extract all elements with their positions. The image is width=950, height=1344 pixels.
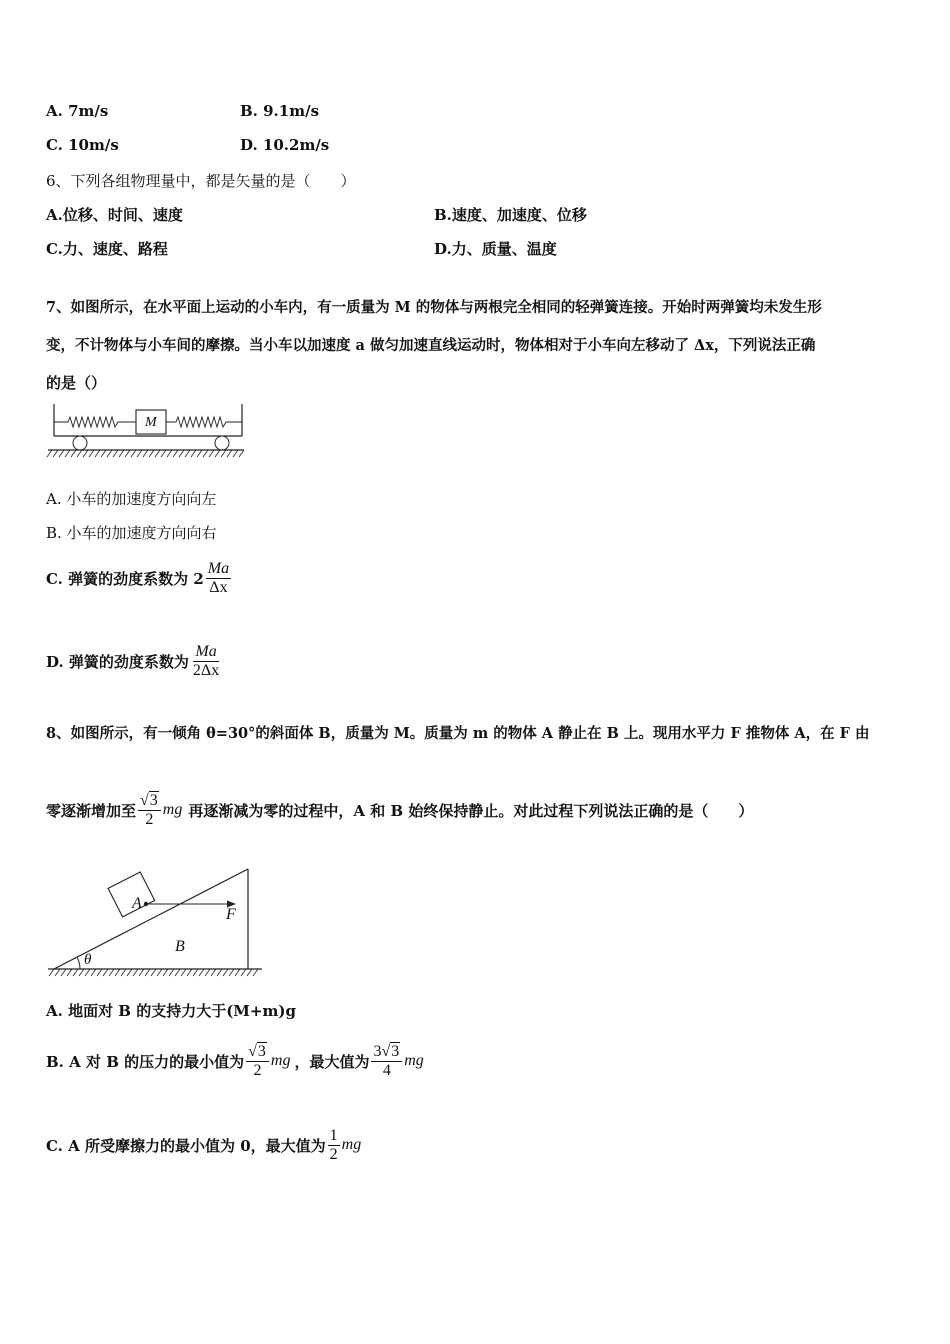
q7-option-b: B. 小车的加速度方向向右 xyxy=(46,524,217,542)
q5-option-a: A. 7m/s xyxy=(46,102,109,120)
q8-stem-radicand: 3 xyxy=(149,791,158,809)
q8-stem-line1: 8、如图所示，有一倾角 θ=30°的斜面体 B，质量为 M。质量为 m 的物体 A 静止在 B 上。现用水平力 F 推物体 A，在 F 由 xyxy=(46,725,870,742)
q7-stem-line3: 的是（） xyxy=(46,374,107,392)
q8-stem-fraction xyxy=(138,792,161,828)
q8-stem-line2 xyxy=(46,784,753,836)
q5-option-c: C. 10m/s xyxy=(46,136,119,154)
q8-option-b-max-denominator: 4 xyxy=(382,1061,391,1079)
q8-option-b-min-numerator: √3 xyxy=(246,1043,269,1062)
q7-option-c xyxy=(46,555,233,601)
q5-option-b: B. 9.1m/s xyxy=(240,102,320,120)
q8-option-b-fraction-max xyxy=(371,1043,402,1079)
q7-option-d xyxy=(46,638,223,684)
q7-cart-figure xyxy=(46,400,246,462)
q8-stem-numerator: √3 xyxy=(138,792,161,811)
q7-block-label: M xyxy=(145,415,157,430)
q8-option-b-text: B. A 对 B 的压力的最小值为 xyxy=(46,1052,245,1071)
q8-option-b-fraction-min xyxy=(246,1043,269,1079)
q6-option-d: D.力、质量、温度 xyxy=(434,240,557,258)
q7-option-c-text: C. 弹簧的劲度系数为 2 xyxy=(46,569,204,588)
q8-option-b-mg-max: mg xyxy=(404,1052,424,1069)
q8-option-a: A. 地面对 B 的支持力大于(M+m)g xyxy=(46,1002,296,1020)
q8-option-b-min-radicand: 3 xyxy=(257,1042,266,1060)
q8-stem-denominator: 2 xyxy=(145,810,154,828)
q7-option-d-numerator: Ma xyxy=(195,642,217,660)
q6-stem: 6、下列各组物理量中，都是矢量的是（ ） xyxy=(46,172,356,190)
q8-stem-mg: mg xyxy=(162,801,183,818)
q8-option-c-mg: mg xyxy=(341,1136,362,1153)
q7-stem-line1: 7、如图所示，在水平面上运动的小车内，有一质量为 M 的物体与两根完全相同的轻弹簧连接。开始时两弹簧均未发生形 xyxy=(46,299,822,316)
q7-option-c-denominator: Δx xyxy=(209,578,228,596)
q8-option-b-max-numerator: 3√3 xyxy=(371,1043,402,1062)
q7-option-c-fraction xyxy=(206,560,231,596)
q8-stem-line2-prefix: 零逐渐增加至 xyxy=(46,801,137,820)
q7-option-a: A. 小车的加速度方向向左 xyxy=(46,490,217,508)
q8-option-c-denominator: 2 xyxy=(329,1145,338,1163)
q8-option-b-mid: ，最大值为 xyxy=(294,1052,370,1071)
q8-force-label: F xyxy=(226,906,236,923)
q8-option-b-max-coefficient: 3 xyxy=(373,1042,382,1060)
q8-option-c xyxy=(46,1118,361,1172)
q8-block-a-label: A xyxy=(132,895,142,912)
q8-option-c-fraction xyxy=(328,1127,340,1163)
q7-stem-line2: 变，不计物体与小车间的摩擦。当小车以加速度 a 做匀加速直线运动时，物体相对于小车向左移动了 Δx，下列说法正确 xyxy=(46,337,816,354)
q8-option-b-max-radicand: 3 xyxy=(391,1042,400,1060)
q8-option-c-text: C. A 所受摩擦力的最小值为 0，最大值为 xyxy=(46,1136,326,1155)
q7-option-d-denominator: 2Δx xyxy=(192,661,220,679)
q6-option-c: C.力、速度、路程 xyxy=(46,240,168,258)
q6-option-b: B.速度、加速度、位移 xyxy=(434,206,587,224)
q5-option-d: D. 10.2m/s xyxy=(240,136,330,154)
q8-stem-line2-suffix: 再逐渐减为零的过程中，A 和 B 始终保持静止。对此过程下列说法正确的是（ ） xyxy=(188,801,754,820)
q7-option-d-text: D. 弹簧的劲度系数为 xyxy=(46,652,189,671)
q8-option-c-numerator: 1 xyxy=(329,1126,338,1144)
q7-option-c-numerator: Ma xyxy=(207,559,230,577)
q8-option-b-min-denominator: 2 xyxy=(253,1061,262,1079)
q6-option-a: A.位移、时间、速度 xyxy=(46,206,183,224)
q7-option-d-fraction xyxy=(191,643,221,679)
q8-option-b-mg-min: mg xyxy=(270,1052,291,1069)
q8-option-b xyxy=(46,1034,424,1088)
q8-angle-label: θ xyxy=(84,952,92,968)
q8-block-b-label: B xyxy=(175,938,185,955)
